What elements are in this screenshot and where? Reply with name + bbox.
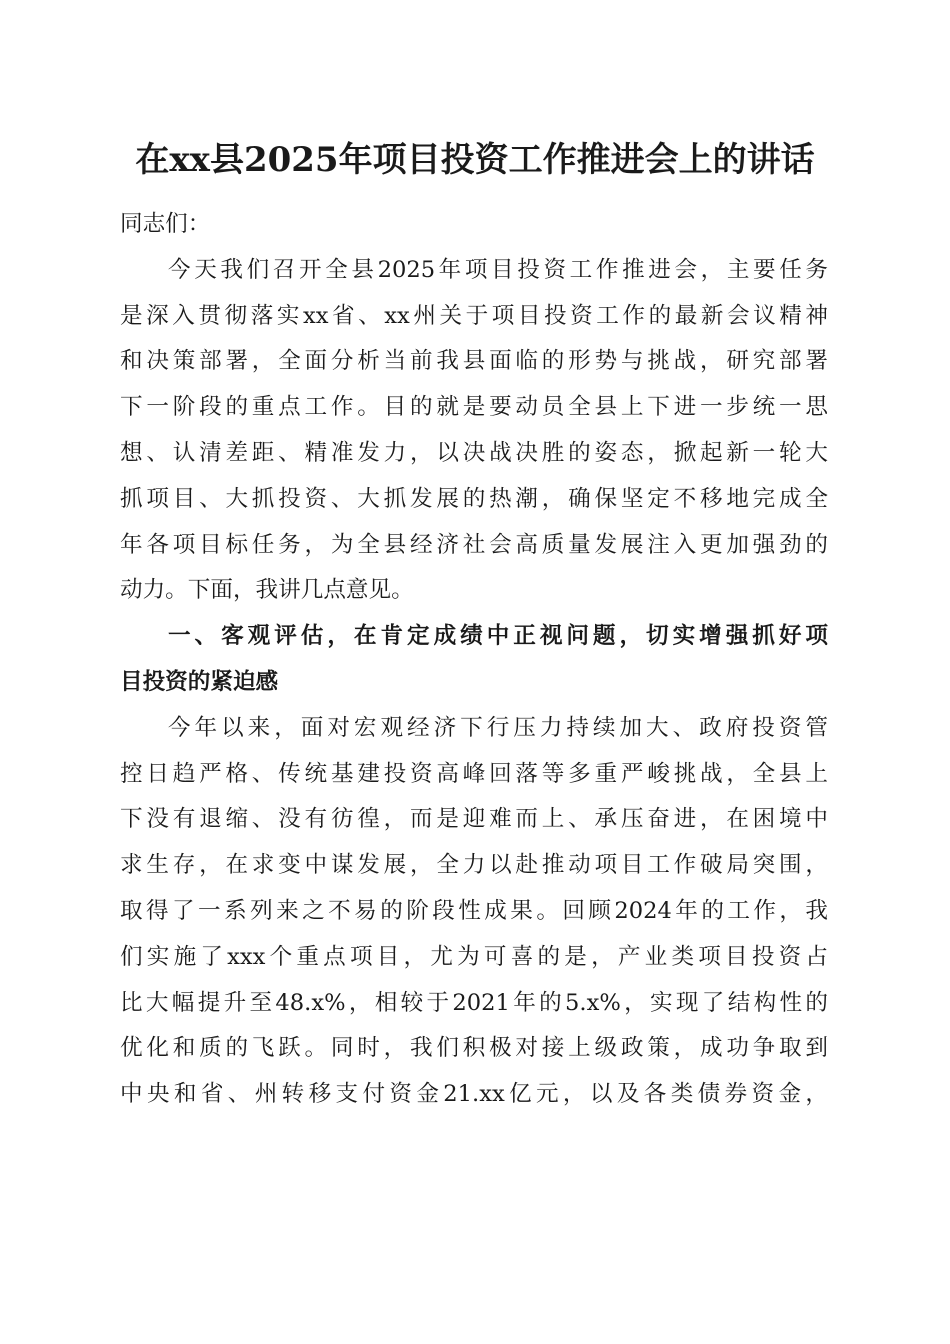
- paragraph-line: 年各项目标任务，为全县经济社会高质量发展注入更加强劲的: [120, 531, 828, 558]
- paragraph-line: 们实施了xxx个重点项目，尤为可喜的是，产业类项目投资占: [120, 943, 828, 970]
- heading-line: 目投资的紧迫感: [120, 668, 279, 695]
- section-heading-1: [120, 614, 828, 706]
- salutation: 同志们：: [120, 211, 211, 237]
- paragraph-line: 控日趋严格、传统基建投资高峰回落等多重严峻挑战，全县上: [120, 760, 828, 787]
- paragraph-line: 和决策部署，全面分析当前我县面临的形势与挑战，研究部署: [120, 348, 828, 375]
- paragraph-line: 中央和省、州转移支付资金21.xx亿元，以及各类债券资金，: [120, 1081, 828, 1108]
- paragraph-line: 是深入贯彻落实xx省、xx州关于项目投资工作的最新会议精神: [120, 302, 828, 329]
- document-body: [120, 202, 828, 1118]
- paragraph-2: [120, 706, 828, 1118]
- paragraph-line: 优化和质的飞跃。同时，我们积极对接上级政策，成功争取到: [120, 1035, 828, 1062]
- paragraph-line: 下一阶段的重点工作。目的就是要动员全县上下进一步统一思: [120, 394, 828, 421]
- paragraph-line: 比大幅提升至48.x%，相较于2021年的5.x%，实现了结构性的: [120, 989, 828, 1016]
- paragraph-1: [120, 248, 828, 614]
- paragraph-line: 取得了一系列来之不易的阶段性成果。回顾2024年的工作，我: [120, 897, 828, 924]
- paragraph-line: 今年以来，面对宏观经济下行压力持续加大、政府投资管: [168, 714, 828, 741]
- paragraph-line: 求生存，在求变中谋发展，全力以赴推动项目工作破局突围，: [120, 852, 828, 879]
- heading-line: 一、客观评估，在肯定成绩中正视问题，切实增强抓好项: [168, 623, 828, 650]
- paragraph-line: 抓项目、大抓投资、大抓发展的热潮，确保坚定不移地完成全: [120, 485, 828, 512]
- paragraph-line: 下没有退缩、没有彷徨，而是迎难而上、承压奋进，在困境中: [120, 806, 828, 833]
- document-title: 在xx县2025年项目投资工作推进会上的讲话: [135, 140, 815, 180]
- paragraph-line: 动力。下面，我讲几点意见。: [120, 577, 414, 604]
- paragraph-line: 今天我们召开全县2025年项目投资工作推进会，主要任务: [168, 256, 828, 283]
- paragraph-line: 想、认清差距、精准发力，以决战决胜的姿态，掀起新一轮大: [120, 439, 828, 466]
